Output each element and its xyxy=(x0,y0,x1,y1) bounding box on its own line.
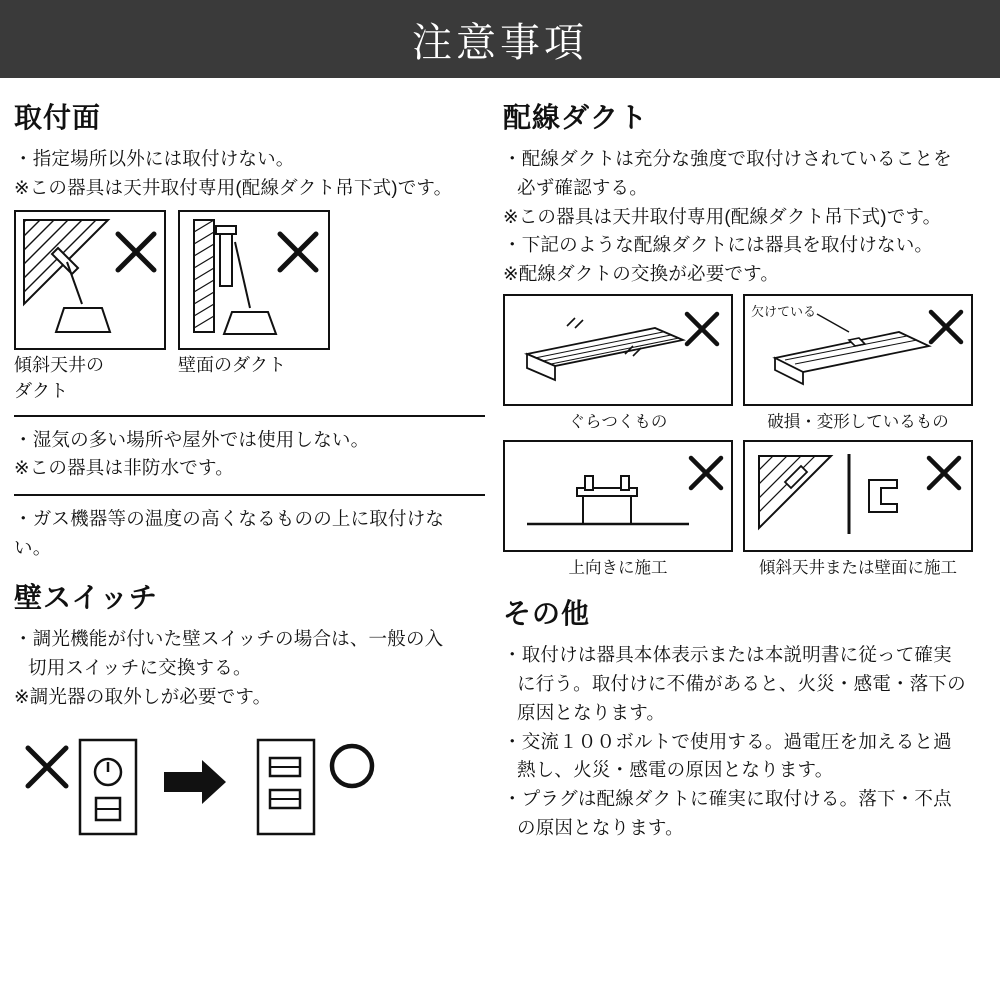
others-line-3: 原因となります。 xyxy=(517,701,666,723)
figure-caption-slope-line2: ダクト xyxy=(14,381,68,402)
others-line-5: 熱し、火災・感電の原因となります。 xyxy=(517,759,834,781)
others-line-6: ・プラグは配線ダクトに確実に取付ける。落下・不点 xyxy=(503,788,952,810)
others-line-2: に行う。取付けに不備があると、火災・感電・落下の xyxy=(517,672,966,694)
figure-wall-duct xyxy=(178,210,330,403)
gas-line-2: い。 xyxy=(14,537,52,559)
duct-line-4: ・下記のような配線ダクトには器具を取付けない。 xyxy=(503,234,934,256)
wall-switch-line-1: ・調光機能が付いた壁スイッチの場合は、一般の入 xyxy=(14,627,444,649)
section-heading-others: その他 xyxy=(503,598,591,630)
content-columns xyxy=(0,78,1000,844)
upward-install-drawing xyxy=(505,442,731,550)
figure-caption-damaged-duct: 破損・変形しているもの xyxy=(767,413,949,432)
slope-ceiling-duct-drawing xyxy=(16,212,164,348)
duct-line-1: ・配線ダクトは充分な強度で取付けされていることを xyxy=(503,148,952,169)
damaged-duct-drawing xyxy=(745,296,971,404)
figure-upward-install xyxy=(503,440,733,578)
divider-1 xyxy=(14,415,485,417)
figure-caption-slope-line1: 傾斜天井の xyxy=(14,354,104,375)
right-column xyxy=(495,90,986,844)
wall-switch-figure xyxy=(14,724,485,844)
section-heading-mounting-surface: 取付面 xyxy=(14,102,102,133)
section-heading-wall-switch: 壁スイッチ xyxy=(14,581,158,613)
duct-line-5: ※配線ダクトの交換が必要です。 xyxy=(503,263,780,285)
duct-line-3: ※この器具は天井取付専用(配線ダクト吊下式)です。 xyxy=(503,205,942,227)
damaged-duct-note: 欠けている xyxy=(751,304,817,320)
wall-switch-line-3: ※調光器の取外しが必要です。 xyxy=(14,685,272,707)
loose-duct-drawing xyxy=(505,296,731,404)
page-header xyxy=(0,0,1000,78)
wall-duct-drawing xyxy=(180,212,328,348)
page-title: 注意事項 xyxy=(412,20,588,65)
humidity-line-2: ※この器具は非防水です。 xyxy=(14,457,234,479)
figure-slope-ceiling-duct xyxy=(14,210,166,403)
wall-switch-line-2: 切用スイッチに交換する。 xyxy=(28,656,252,678)
mounting-line-2: ※この器具は天井取付専用(配線ダクト吊下式)です。 xyxy=(14,176,453,198)
duct-figures-grid xyxy=(503,294,986,578)
mounting-line-1: ・指定場所以外には取付けない。 xyxy=(14,148,295,169)
others-line-4: ・交流１００ボルトで使用する。過電圧を加えると過 xyxy=(503,730,952,752)
figure-damaged-duct xyxy=(743,294,973,432)
gas-line-1: ・ガス機器等の温度の高くなるものの上に取付けな xyxy=(14,508,445,530)
switch-replacement-drawing xyxy=(14,724,394,844)
figure-caption-loose-duct: ぐらつくもの xyxy=(568,413,668,432)
mounting-figures xyxy=(14,210,485,403)
figure-loose-duct xyxy=(503,294,733,432)
others-line-1: ・取付けは器具本体表示または本説明書に従って確実 xyxy=(503,644,952,666)
figure-caption-slope-or-wall-install: 傾斜天井または壁面に施工 xyxy=(759,559,958,578)
figure-slope-or-wall-install xyxy=(743,440,973,578)
duct-line-2: 必ず確認する。 xyxy=(517,176,648,198)
figure-caption-wall-line1: 壁面のダクト xyxy=(178,354,286,375)
divider-2 xyxy=(14,494,485,496)
slope-or-wall-install-drawing xyxy=(745,442,971,550)
section-heading-duct: 配線ダクト xyxy=(503,102,649,133)
figure-caption-upward-install: 上向きに施工 xyxy=(568,559,668,578)
humidity-line-1: ・湿気の多い場所や屋外では使用しない。 xyxy=(14,428,370,450)
left-column xyxy=(14,90,495,844)
others-line-7: の原因となります。 xyxy=(517,816,684,838)
